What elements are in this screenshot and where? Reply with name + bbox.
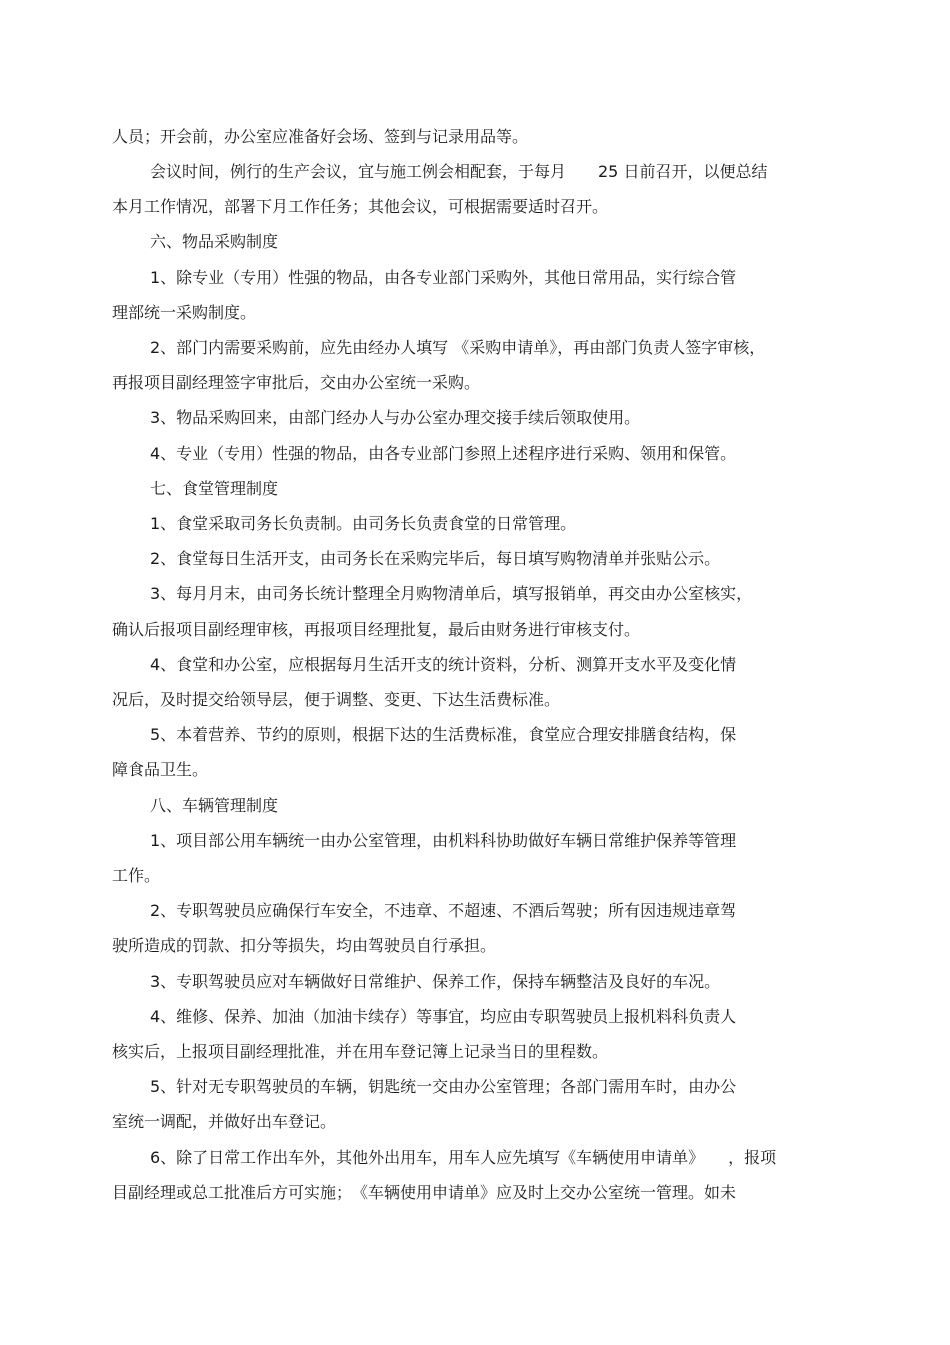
text-line: 确认后报项目副经理审核，再报项目经理批复，最后由财务进行审核支付。 <box>112 620 641 639</box>
text-line: 障食品卫生。 <box>112 760 209 779</box>
text-line: 工作。 <box>112 866 161 885</box>
text-line: 2、食堂每日生活开支，由司务长在采购完毕后，每日填写购物清单并张贴公示。 <box>150 549 721 568</box>
text-line: 3、物品采购回来，由部门经办人与办公室办理交接手续后领取使用。 <box>150 408 641 427</box>
section-heading: 六、物品采购制度 <box>150 232 279 251</box>
text-line: 4、食堂和办公室，应根据每月生活开支的统计资料，分析、测算开支水平及变化情 <box>150 655 737 674</box>
text-line: 核实后，上报项目副经理批准，并在用车登记簿上记录当日的里程数。 <box>112 1042 609 1061</box>
text-line: 再报项目副经理签字审批后，交由办公室统一采购。 <box>112 373 481 392</box>
section-heading: 七、食堂管理制度 <box>150 479 279 498</box>
text-line: 况后，及时提交给领导层，便于调整、变更、下达生活费标准。 <box>112 690 561 709</box>
text-line: 2、部门内需要采购前，应先由经办人填写 《采购申请单》，再由部门负责人签字审核， <box>150 338 766 357</box>
text-line: 4、专业（专用）性强的物品，由各专业部门参照上述程序进行采购、领用和保管。 <box>150 444 737 463</box>
text-line: 5、本着营养、节约的原则，根据下达的生活费标准，食堂应合理安排膳食结构，保 <box>150 725 737 744</box>
text-line: 3、每月月末，由司务长统计整理全月购物清单后，填写报销单，再交由办公室核实， <box>150 584 753 603</box>
section-heading: 八、车辆管理制度 <box>150 796 279 815</box>
text-line: 1、项目部公用车辆统一由办公室管理，由机料科协助做好车辆日常维护保养等管理 <box>150 831 737 850</box>
text-line: 人员；开会前，办公室应准备好会场、签到与记录用品等。 <box>112 127 529 146</box>
text-line: 驶所造成的罚款、扣分等损失，均由驾驶员自行承担。 <box>112 936 497 955</box>
text-line: 会议时间，例行的生产会议，宜与施工例会相配套，于每月 25 日前召开，以便总结 <box>150 162 768 181</box>
text-line: 本月工作情况，部署下月工作任务；其他会议，可根据需要适时召开。 <box>112 197 609 216</box>
text-line: 3、专职驾驶员应对车辆做好日常维护、保养工作，保持车辆整洁及良好的车况。 <box>150 972 721 991</box>
text-line: 1、食堂采取司务长负责制。由司务长负责食堂的日常管理。 <box>150 514 577 533</box>
text-line: 室统一调配，并做好出车登记。 <box>112 1112 337 1131</box>
text-line: 目副经理或总工批准后方可实施； 《车辆使用申请单》应及时上交办公室统一管理。如未 <box>112 1183 737 1202</box>
text-line: 1、除专业（专用）性强的物品，由各专业部门采购外，其他日常用品，实行综合管 <box>150 268 737 287</box>
text-line: 6、除了日常工作出车外，其他外出用车，用车人应先填写《车辆使用申请单》 ，报项 <box>150 1148 777 1167</box>
text-line: 2、专职驾驶员应确保行车安全，不违章、不超速、不酒后驾驶；所有因违规违章驾 <box>150 901 737 920</box>
text-line: 5、针对无专职驾驶员的车辆，钥匙统一交由办公室管理；各部门需用车时，由办公 <box>150 1077 737 1096</box>
text-line: 理部统一采购制度。 <box>112 303 257 322</box>
text-line: 4、维修、保养、加油（加油卡续存）等事宜，均应由专职驾驶员上报机料科负责人 <box>150 1007 737 1026</box>
